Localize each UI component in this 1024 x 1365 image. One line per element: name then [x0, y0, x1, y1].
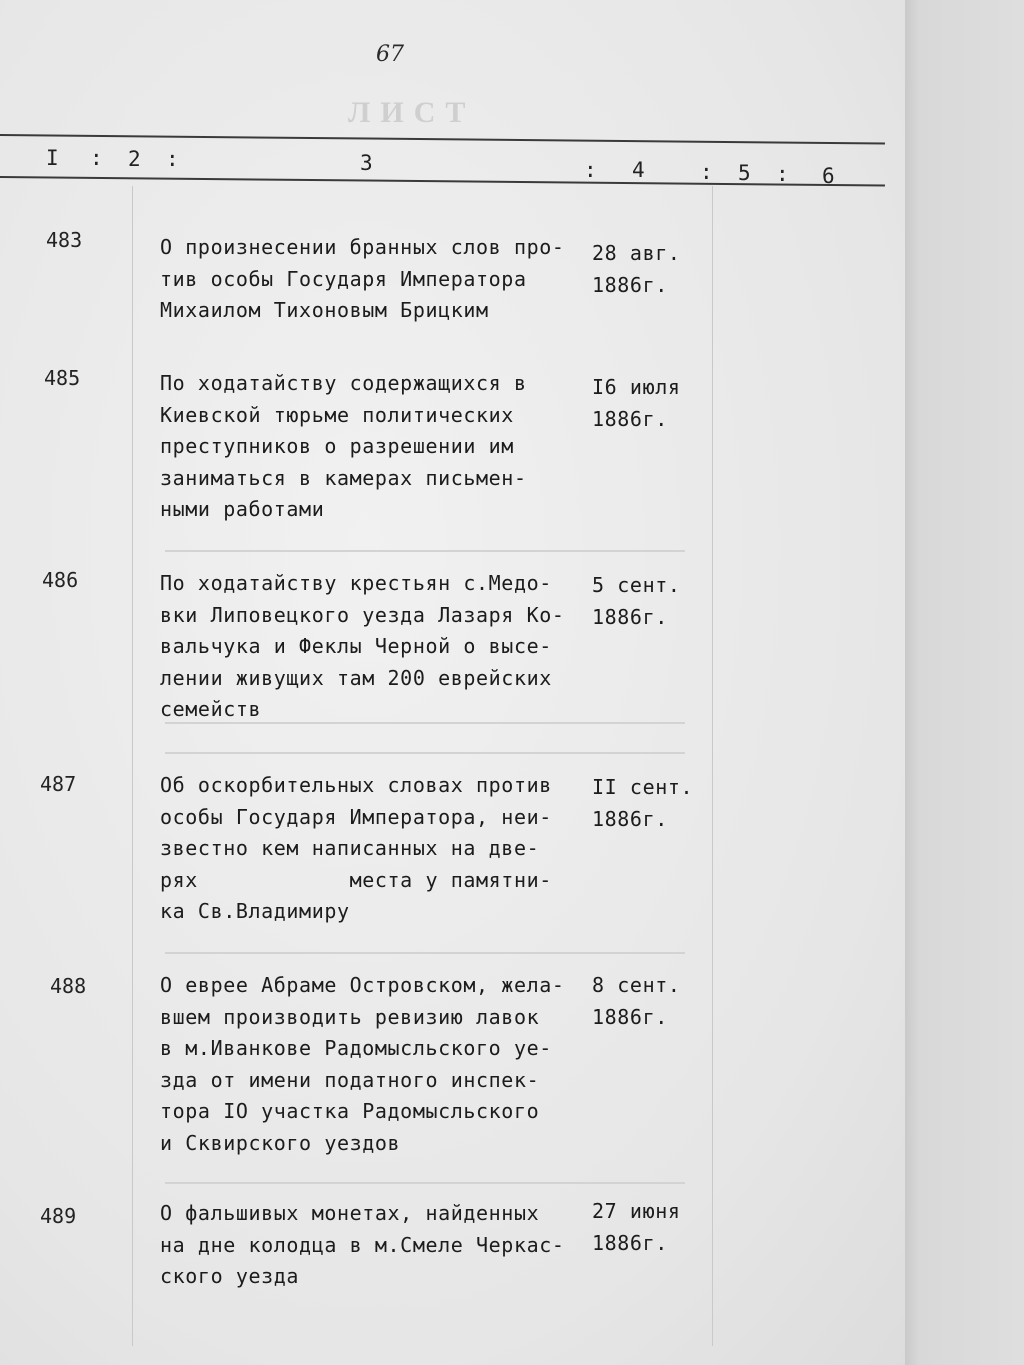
entry-line: По ходатайству крестьян с.Медо-	[160, 571, 552, 595]
page-number: 67	[376, 42, 404, 67]
bleed-through-text	[165, 550, 685, 552]
entry-number: 486	[42, 568, 79, 592]
entry-line: О фальшивых монетах, найденных	[160, 1201, 540, 1225]
entry-date	[592, 372, 681, 435]
entry-line: в м.Иванкове Радомысльского уе-	[160, 1036, 552, 1060]
entry-line: Михаилом Тихоновым Брицким	[160, 298, 489, 322]
entry-date-year: 1886г.	[592, 1230, 668, 1255]
entry-date-day: 8 сент.	[592, 973, 681, 997]
entry-line: Об оскорбительных словах против	[160, 773, 552, 797]
entry-number: 489	[40, 1204, 77, 1228]
entry-number: 488	[50, 974, 87, 998]
column-header-separator: :	[700, 160, 713, 184]
entry-date-year: 1886г.	[592, 806, 668, 831]
entry-description	[160, 568, 590, 726]
entry-description	[160, 770, 590, 928]
bleed-through-text	[165, 752, 685, 754]
entry-line: лении живущих там 200 еврейских	[160, 665, 552, 690]
bleed-through-title: ЛИСТ	[348, 96, 476, 129]
entry-line: и Сквирского уездов	[160, 1130, 401, 1155]
entry-date-year: 1886г.	[592, 1004, 668, 1029]
entry-line: преступников о разрешении им	[160, 434, 514, 458]
column-header-3: 3	[360, 151, 373, 175]
column-divider-1	[132, 186, 133, 1346]
entry-line: на дне колодца в м.Смеле Черкас-	[160, 1232, 565, 1257]
entry-line: заниматься в камерах письмен-	[160, 465, 527, 490]
entry-line: рях места у памятни-	[160, 867, 552, 892]
entry-line: звестно кем написанных на две-	[160, 836, 540, 860]
entry-line: зда от имени податного инспек-	[160, 1067, 540, 1092]
column-header-4: 4	[632, 158, 645, 182]
entry-date-day: I6 июля	[592, 375, 681, 399]
entry-line: вальчука и Феклы Черной о высе-	[160, 634, 552, 658]
entry-line: семейств	[160, 697, 262, 721]
entry-description	[160, 970, 590, 1159]
entry-line: ка Св.Владимиру	[160, 899, 350, 923]
entry-date-day: 5 сент.	[592, 573, 681, 597]
entry-line: вшем производить ревизию лавок	[160, 1004, 540, 1029]
entry-date-year: 1886г.	[592, 604, 668, 629]
entry-line: ными работами	[160, 497, 325, 521]
column-header-separator: :	[166, 147, 179, 171]
entry-date-year: 1886г.	[592, 272, 668, 297]
column-header-5: 5	[738, 161, 751, 185]
column-header-separator: :	[90, 146, 103, 170]
entry-description	[160, 1198, 590, 1293]
entry-date	[592, 772, 693, 835]
column-header-separator: :	[584, 158, 597, 182]
column-header-1: I	[46, 146, 59, 170]
entry-date-day: 28 авг.	[592, 241, 681, 265]
entry-line: тора IO участка Радомысльского	[160, 1099, 540, 1123]
bleed-through-text	[165, 1182, 685, 1184]
entry-date	[592, 570, 681, 633]
entry-number: 483	[46, 228, 83, 252]
bleed-through-text	[165, 952, 685, 954]
column-divider-2	[712, 186, 713, 1346]
entry-description	[160, 232, 590, 327]
entry-description	[160, 368, 590, 526]
entry-date-year: 1886г.	[592, 406, 668, 431]
entry-line: Киевской тюрьме политических	[160, 402, 514, 427]
column-header-2: 2	[128, 147, 141, 171]
entry-date	[592, 1196, 681, 1259]
column-header-6: 6	[822, 164, 835, 188]
entry-number: 485	[44, 366, 81, 390]
entry-number: 487	[40, 772, 77, 796]
page-edge-shadow	[905, 0, 1024, 1365]
entry-date-day: II сент.	[592, 775, 694, 799]
column-header-separator: :	[776, 162, 789, 186]
entry-line: вки Липовецкого уезда Лазаря Ко-	[160, 602, 565, 627]
entry-line: особы Государя Императора, неи-	[160, 804, 552, 829]
entry-date	[592, 238, 681, 301]
entry-date-day: 27 июня	[592, 1199, 681, 1223]
entry-date	[592, 970, 681, 1033]
entry-line: тив особы Государя Императора	[160, 266, 527, 291]
entry-line: ского уезда	[160, 1264, 300, 1288]
entry-line: О произнесении бранных слов про-	[160, 235, 565, 259]
entry-line: О еврее Абраме Островском, жела-	[160, 973, 565, 997]
entry-line: По ходатайству содержащихся в	[160, 371, 527, 395]
